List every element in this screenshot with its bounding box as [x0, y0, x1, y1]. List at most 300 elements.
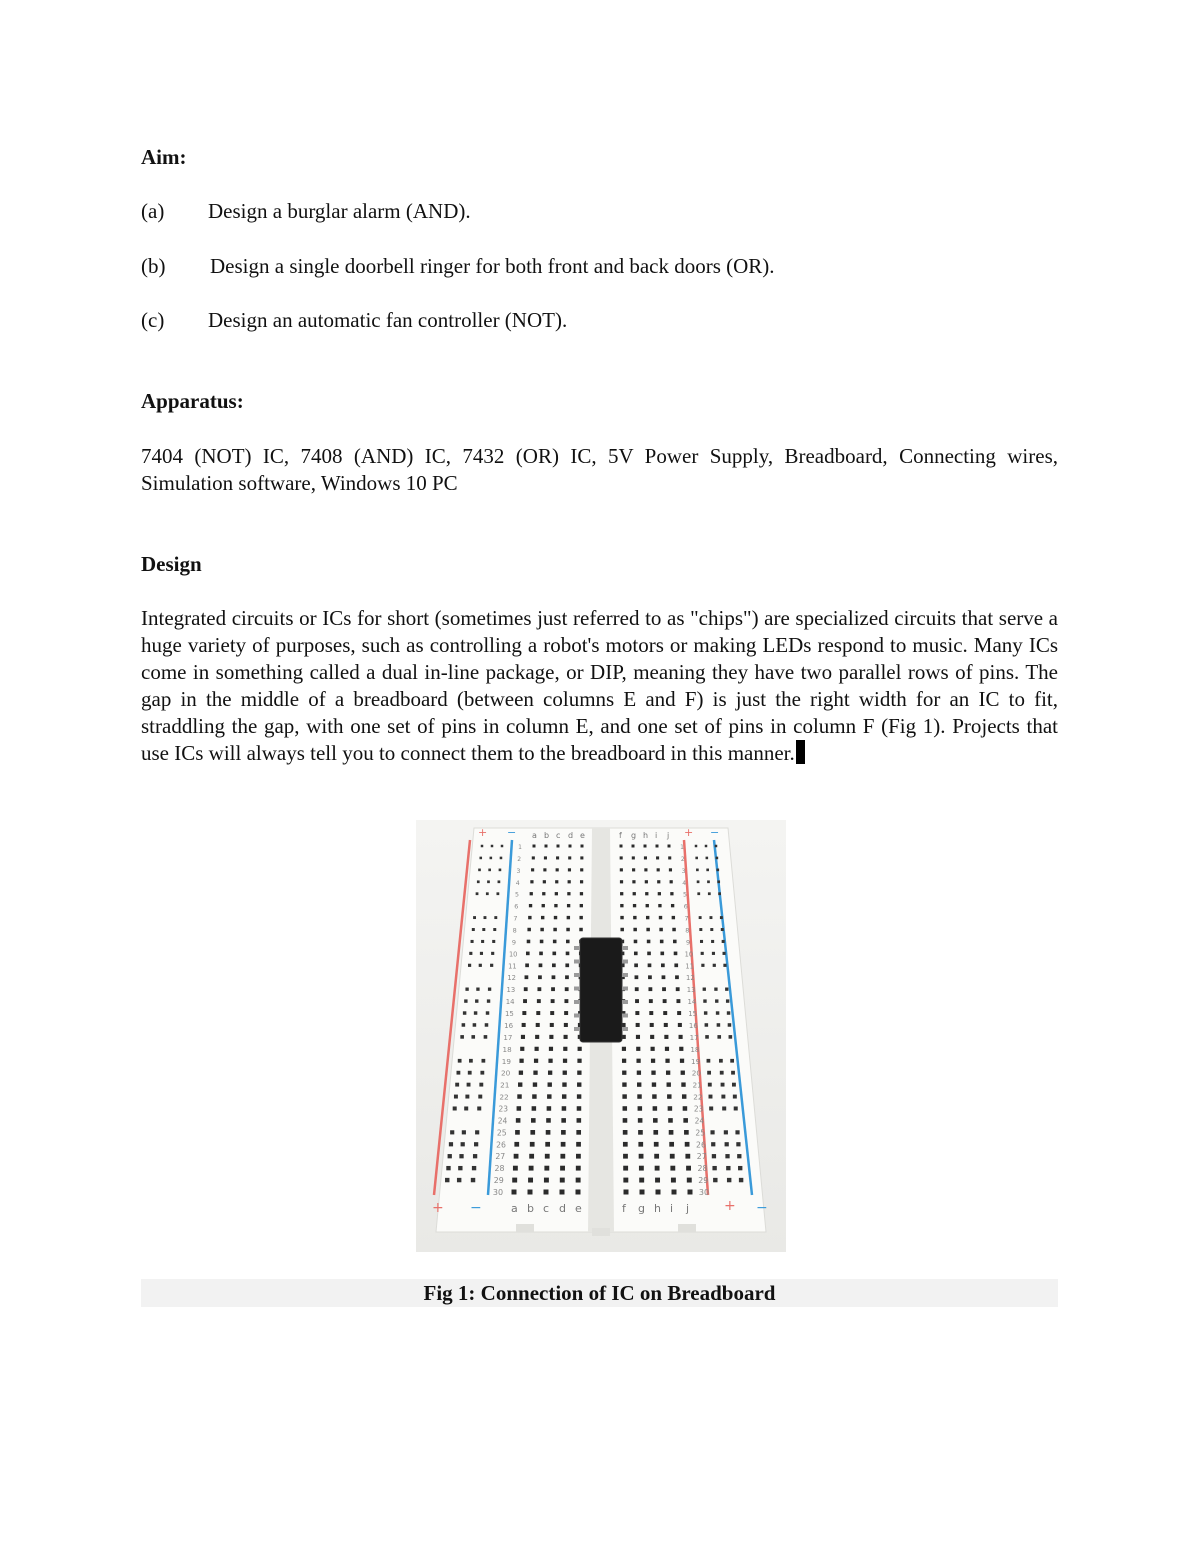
- breadboard-hole: [529, 1166, 534, 1171]
- rail-hole: [472, 928, 475, 931]
- breadboard-hole: [580, 868, 583, 871]
- rail-hole: [492, 940, 495, 943]
- breadboard-hole: [637, 1094, 641, 1098]
- breadboard-hole: [650, 1035, 654, 1039]
- breadboard-hole: [646, 916, 649, 919]
- rail-hole: [457, 1178, 461, 1182]
- breadboard-hole: [565, 987, 569, 991]
- rail-hole: [464, 999, 467, 1002]
- rail-hole: [729, 1035, 733, 1039]
- breadboard-hole: [681, 1082, 685, 1086]
- breadboard-hole: [555, 892, 558, 895]
- rail-hole: [473, 1154, 477, 1158]
- breadboard-hole: [544, 1178, 549, 1183]
- row-number: 29: [493, 1176, 504, 1186]
- rail-hole: [462, 1023, 466, 1027]
- breadboard-hole: [560, 1178, 565, 1183]
- row-number: 13: [686, 986, 696, 995]
- rail-hole: [471, 940, 474, 943]
- board-foot: [516, 1224, 534, 1232]
- rail-hole: [480, 1071, 484, 1075]
- rail-hole: [473, 1023, 477, 1027]
- rail-hole: [723, 952, 726, 955]
- breadboard-hole: [645, 880, 648, 883]
- rail-hole: [723, 964, 726, 967]
- breadboard-hole: [530, 1142, 535, 1147]
- breadboard-hole: [534, 1059, 538, 1063]
- ic-pin: [574, 987, 580, 991]
- rail-hole: [448, 1154, 452, 1158]
- row-number: 15: [688, 1010, 698, 1019]
- breadboard-hole: [648, 987, 652, 991]
- breadboard-hole: [567, 904, 570, 907]
- rail-hole: [720, 1071, 724, 1075]
- breadboard-hole: [536, 1011, 540, 1015]
- rail-hole: [727, 1178, 731, 1182]
- minus-label-top-left: −: [507, 826, 517, 839]
- breadboard-hole: [577, 1071, 581, 1075]
- ic-pin: [622, 1027, 628, 1031]
- breadboard-hole: [648, 963, 652, 967]
- rail-hole: [724, 1130, 728, 1134]
- breadboard-hole: [581, 845, 584, 848]
- breadboard-hole: [548, 1059, 552, 1063]
- rail-hole: [494, 916, 497, 919]
- breadboard-hole: [543, 880, 546, 883]
- breadboard-hole: [549, 1035, 553, 1039]
- breadboard-hole: [651, 1047, 655, 1051]
- breadboard-hole: [672, 928, 675, 931]
- rail-hole: [705, 1023, 709, 1027]
- rail-hole: [707, 1059, 711, 1063]
- row-number: 20: [691, 1068, 702, 1078]
- rail-hole: [720, 916, 723, 919]
- breadboard-hole: [540, 928, 543, 931]
- breadboard-hole: [644, 868, 647, 871]
- breadboard-hole: [659, 928, 662, 931]
- row-number: 7: [513, 914, 518, 923]
- rail-hole: [700, 940, 703, 943]
- rail-hole: [737, 1154, 741, 1158]
- column-label-top-c: c: [556, 831, 561, 840]
- rail-hole: [461, 1142, 465, 1146]
- breadboard-hole: [622, 1071, 626, 1075]
- row-number: 14: [687, 998, 697, 1007]
- column-label-bottom-c: c: [543, 1202, 550, 1215]
- ic-pin: [622, 1014, 628, 1018]
- breadboard-hole: [649, 1011, 653, 1015]
- rail-hole: [695, 857, 698, 860]
- rail-hole: [711, 940, 714, 943]
- breadboard-hole: [638, 1118, 643, 1123]
- breadboard-hole: [522, 1023, 526, 1027]
- rail-hole: [462, 1130, 466, 1134]
- ic-pin: [574, 946, 580, 950]
- breadboard-hole: [673, 940, 677, 944]
- breadboard-hole: [560, 1166, 565, 1171]
- rail-hole: [475, 999, 478, 1002]
- rail-hole: [455, 1083, 459, 1087]
- plus-label-top-right: +: [684, 826, 694, 839]
- rail-hole: [734, 1106, 738, 1110]
- breadboard-hole: [668, 845, 671, 848]
- breadboard-hole: [660, 940, 664, 944]
- breadboard-hole: [513, 1166, 518, 1171]
- rail-hole: [739, 1178, 743, 1182]
- breadboard-hole: [548, 1071, 552, 1075]
- breadboard-hole: [568, 868, 571, 871]
- breadboard-hole: [552, 952, 556, 956]
- breadboard-hole: [569, 845, 572, 848]
- row-number: 21: [692, 1080, 702, 1090]
- rail-hole: [697, 892, 700, 895]
- breadboard-hole: [553, 928, 556, 931]
- breadboard-hole: [647, 952, 651, 956]
- breadboard-hole: [577, 1106, 582, 1111]
- breadboard-hole: [547, 1094, 551, 1098]
- rail-hole: [468, 1071, 472, 1075]
- rail-hole: [477, 880, 480, 883]
- breadboard-hole: [576, 1130, 581, 1135]
- breadboard-hole: [676, 999, 680, 1003]
- row-number: 22: [499, 1092, 509, 1102]
- breadboard-hole: [645, 892, 648, 895]
- breadboard-hole: [566, 952, 570, 956]
- rail-hole: [725, 988, 728, 991]
- rail-hole: [710, 928, 713, 931]
- rail-hole: [699, 916, 702, 919]
- row-number: 8: [685, 926, 690, 935]
- ic-pin: [622, 1000, 628, 1004]
- rail-hole: [475, 1130, 479, 1134]
- rail-hole: [701, 964, 704, 967]
- row-number: 6: [683, 903, 688, 911]
- breadboard-hole: [679, 1035, 683, 1039]
- breadboard-hole: [533, 1082, 537, 1086]
- breadboard-hole: [551, 987, 555, 991]
- breadboard-hole: [529, 904, 532, 907]
- rail-hole: [469, 1059, 473, 1063]
- rail-hole: [486, 1011, 489, 1014]
- breadboard-hole: [553, 940, 557, 944]
- breadboard-hole: [665, 1059, 669, 1063]
- ic-pin: [622, 946, 628, 950]
- row-number: 27: [495, 1152, 506, 1162]
- rail-hole: [707, 880, 710, 883]
- breadboard-hole: [565, 963, 569, 967]
- breadboard-hole: [667, 1082, 671, 1086]
- column-label-bottom-g: g: [638, 1202, 645, 1215]
- row-number: 23: [693, 1104, 704, 1114]
- breadboard-hole: [636, 1023, 640, 1027]
- rail-hole: [493, 928, 496, 931]
- breadboard-hole: [637, 1071, 641, 1075]
- breadboard-hole: [567, 916, 570, 919]
- breadboard-hole: [648, 975, 652, 979]
- breadboard-hole: [514, 1142, 519, 1147]
- rail-hole: [738, 1166, 742, 1170]
- rail-hole: [715, 845, 718, 848]
- breadboard-hole: [659, 916, 662, 919]
- row-number: 13: [506, 986, 516, 995]
- breadboard-hole: [542, 904, 545, 907]
- breadboard-hole: [667, 1094, 671, 1098]
- plus-label-bottom-left: +: [432, 1200, 444, 1216]
- breadboard-hole: [623, 1118, 628, 1123]
- rail-hole: [458, 1166, 462, 1170]
- row-number: 16: [688, 1020, 698, 1030]
- row-number: 28: [494, 1164, 505, 1174]
- breadboard-hole: [687, 1178, 692, 1183]
- rail-hole: [710, 1130, 714, 1134]
- row-number: 30: [492, 1188, 504, 1197]
- breadboard-hole: [556, 868, 559, 871]
- rail-hole: [727, 1011, 730, 1014]
- breadboard-hole: [580, 892, 583, 895]
- row-number: 19: [691, 1056, 701, 1066]
- breadboard-hole: [551, 999, 555, 1003]
- breadboard-hole: [523, 999, 527, 1003]
- row-number: 20: [500, 1068, 511, 1078]
- rail-hole: [726, 1166, 730, 1170]
- breadboard-hole: [564, 1011, 568, 1015]
- breadboard-hole: [623, 1178, 628, 1183]
- rail-hole: [717, 880, 720, 883]
- breadboard-image: [416, 820, 786, 1252]
- rail-hole: [722, 940, 725, 943]
- minus-label-bottom-right: −: [756, 1200, 768, 1216]
- breadboard-hole: [580, 904, 583, 907]
- row-number: 11: [685, 962, 694, 971]
- row-number: 3: [681, 867, 686, 875]
- breadboard-hole: [646, 904, 649, 907]
- breadboard-hole: [623, 1154, 628, 1159]
- rail-hole: [458, 1059, 462, 1063]
- rail-hole: [712, 1154, 716, 1158]
- breadboard-hole: [638, 1106, 643, 1111]
- breadboard-hole: [577, 1059, 581, 1063]
- row-number: 4: [682, 879, 687, 887]
- breadboard-hole: [533, 1071, 537, 1075]
- rail-hole: [717, 1023, 721, 1027]
- breadboard-hole: [620, 892, 623, 895]
- column-label-top-f: f: [619, 831, 622, 840]
- breadboard-hole: [639, 1166, 644, 1171]
- row-number: 26: [696, 1140, 706, 1150]
- breadboard-hole: [668, 856, 671, 859]
- breadboard-hole: [554, 904, 557, 907]
- breadboard-hole: [664, 1023, 668, 1027]
- breadboard-hole: [545, 1154, 550, 1159]
- rail-hole: [487, 999, 490, 1002]
- breadboard-hole: [633, 904, 636, 907]
- rail-hole: [480, 952, 483, 955]
- breadboard-hole: [544, 1190, 549, 1195]
- breadboard-hole: [562, 1106, 567, 1111]
- breadboard-hole: [634, 963, 638, 967]
- column-label-top-j: j: [667, 831, 670, 840]
- row-number: 9: [685, 938, 691, 947]
- breadboard-hole: [562, 1082, 566, 1086]
- rail-hole: [463, 1011, 466, 1014]
- breadboard-hole: [538, 975, 542, 979]
- row-number: 8: [512, 926, 517, 935]
- breadboard-hole: [664, 1035, 668, 1039]
- breadboard-hole: [537, 999, 541, 1003]
- rail-hole: [474, 1142, 478, 1146]
- breadboard-hole: [578, 1047, 582, 1051]
- rail-hole: [469, 952, 472, 955]
- row-number: 22: [693, 1092, 703, 1102]
- design-heading: Design: [141, 552, 202, 576]
- breadboard-hole: [580, 880, 583, 883]
- breadboard-hole: [632, 880, 635, 883]
- rail-hole: [716, 857, 719, 860]
- row-number: 17: [689, 1032, 699, 1042]
- breadboard-hole: [652, 1082, 656, 1086]
- rail-hole: [713, 964, 716, 967]
- rail-hole: [464, 1106, 468, 1110]
- rail-hole: [474, 1011, 477, 1014]
- row-number: 18: [502, 1044, 512, 1054]
- breadboard-hole: [623, 1130, 628, 1135]
- board-foot: [678, 1224, 696, 1232]
- aim-item-text: Design a burglar alarm (AND).: [208, 199, 471, 223]
- rail-hole: [473, 916, 476, 919]
- breadboard-hole: [564, 999, 568, 1003]
- breadboard-hole: [576, 1142, 581, 1147]
- breadboard-hole: [658, 892, 661, 895]
- row-number: 10: [684, 950, 694, 959]
- rail-hole: [485, 1023, 489, 1027]
- breadboard-hole: [620, 856, 623, 859]
- breadboard-hole: [682, 1094, 686, 1098]
- breadboard-hole: [640, 1190, 645, 1195]
- rail-hole: [446, 1166, 450, 1170]
- breadboard-hole: [662, 975, 666, 979]
- breadboard-hole: [512, 1178, 517, 1183]
- breadboard-hole: [620, 928, 623, 931]
- breadboard-hole: [539, 952, 543, 956]
- design-text: Integrated circuits or ICs for short (sometimes just referred to as "chips") are specialized circuits that serve a huge variety of purposes, such as controlling a robot's motors or making LEDs respond to music. Many ICs come in something called a dual in-line package, or DIP, meaning they have two parallel rows of pins. The gap in the middle of a breadboard (between columns E and F) is just the right width for an IC to fit, straddling the gap, with one set of pins in column E, and one set of pins in column F (Fig 1). Projects that use ICs will always tell you to connect them to the breadboard in this manner.: [141, 606, 1058, 765]
- breadboard-hole: [531, 868, 534, 871]
- breadboard-hole: [560, 1190, 565, 1195]
- aim-item-text: Design a single doorbell ringer for both front and back doors (OR).: [210, 254, 775, 278]
- column-label-top-b: b: [544, 831, 550, 840]
- column-label-top-g: g: [631, 831, 637, 840]
- breadboard-hole: [530, 1130, 535, 1135]
- breadboard-hole: [663, 999, 667, 1003]
- aim-heading: Aim:: [141, 145, 187, 169]
- breadboard-hole: [670, 1154, 675, 1159]
- rail-hole: [709, 1106, 713, 1110]
- column-label-bottom-j: j: [686, 1202, 690, 1215]
- rail-hole: [457, 1071, 461, 1075]
- breadboard-hole: [561, 1118, 566, 1123]
- breadboard-hole: [512, 1190, 517, 1195]
- rail-hole: [716, 869, 719, 872]
- rail-hole: [722, 1106, 726, 1110]
- row-number: 1: [680, 844, 684, 851]
- breadboard-hole: [669, 1142, 674, 1147]
- breadboard-hole: [533, 845, 536, 848]
- minus-label-bottom-left: −: [470, 1200, 482, 1216]
- rail-hole: [717, 1035, 721, 1039]
- breadboard-hole: [653, 1106, 658, 1111]
- row-number: 12: [507, 974, 516, 983]
- plus-label-bottom-right: +: [724, 1198, 736, 1214]
- rail-hole: [484, 916, 487, 919]
- breadboard-hole: [527, 940, 531, 944]
- rail-hole: [454, 1095, 458, 1099]
- row-number: 19: [501, 1056, 511, 1066]
- breadboard-hole: [656, 1190, 661, 1195]
- breadboard-hole: [620, 868, 623, 871]
- breadboard-hole: [554, 916, 557, 919]
- rail-hole: [736, 1142, 740, 1146]
- rail-hole: [478, 869, 481, 872]
- breadboard-hole: [528, 1178, 533, 1183]
- breadboard-hole: [638, 1130, 643, 1135]
- column-label-top-h: h: [643, 831, 649, 840]
- rail-hole: [481, 940, 484, 943]
- rail-hole: [707, 1071, 711, 1075]
- rail-hole: [725, 1142, 729, 1146]
- rail-hole: [711, 1142, 715, 1146]
- rail-hole: [705, 845, 708, 848]
- rail-hole: [481, 845, 484, 848]
- design-paragraph: [141, 605, 1058, 767]
- breadboard-hole: [579, 928, 582, 931]
- rail-hole: [732, 1083, 736, 1087]
- breadboard-hole: [671, 1178, 676, 1183]
- breadboard-hole: [663, 1011, 667, 1015]
- breadboard-hole: [544, 856, 547, 859]
- breadboard-hole: [557, 845, 560, 848]
- rail-hole: [703, 988, 706, 991]
- row-number: 10: [508, 950, 518, 959]
- row-number: 4: [515, 879, 520, 887]
- breadboard-hole: [567, 892, 570, 895]
- row-number: 18: [690, 1044, 700, 1054]
- rail-hole: [500, 857, 503, 860]
- breadboard-hole: [647, 940, 651, 944]
- breadboard-hole: [544, 1166, 549, 1171]
- rail-hole: [496, 892, 499, 895]
- breadboard-hole: [532, 856, 535, 859]
- breadboard-hole: [633, 916, 636, 919]
- breadboard-hole: [624, 1190, 629, 1195]
- rail-hole: [708, 892, 711, 895]
- row-number: 2: [517, 855, 522, 863]
- breadboard-hole: [632, 856, 635, 859]
- rail-hole: [490, 857, 493, 860]
- row-number: 12: [686, 974, 695, 983]
- breadboard-hole: [580, 856, 583, 859]
- rail-hole: [450, 1130, 454, 1134]
- breadboard-hole: [669, 1130, 674, 1135]
- ic-pin: [574, 1000, 580, 1004]
- breadboard-hole: [620, 916, 623, 919]
- breadboard-hole: [653, 1130, 658, 1135]
- rail-hole: [712, 1166, 716, 1170]
- rail-hole: [472, 1166, 476, 1170]
- row-number: 1: [518, 844, 522, 851]
- rail-hole: [726, 999, 729, 1002]
- rail-hole: [703, 999, 706, 1002]
- breadboard-hole: [662, 987, 666, 991]
- breadboard-hole: [520, 1047, 524, 1051]
